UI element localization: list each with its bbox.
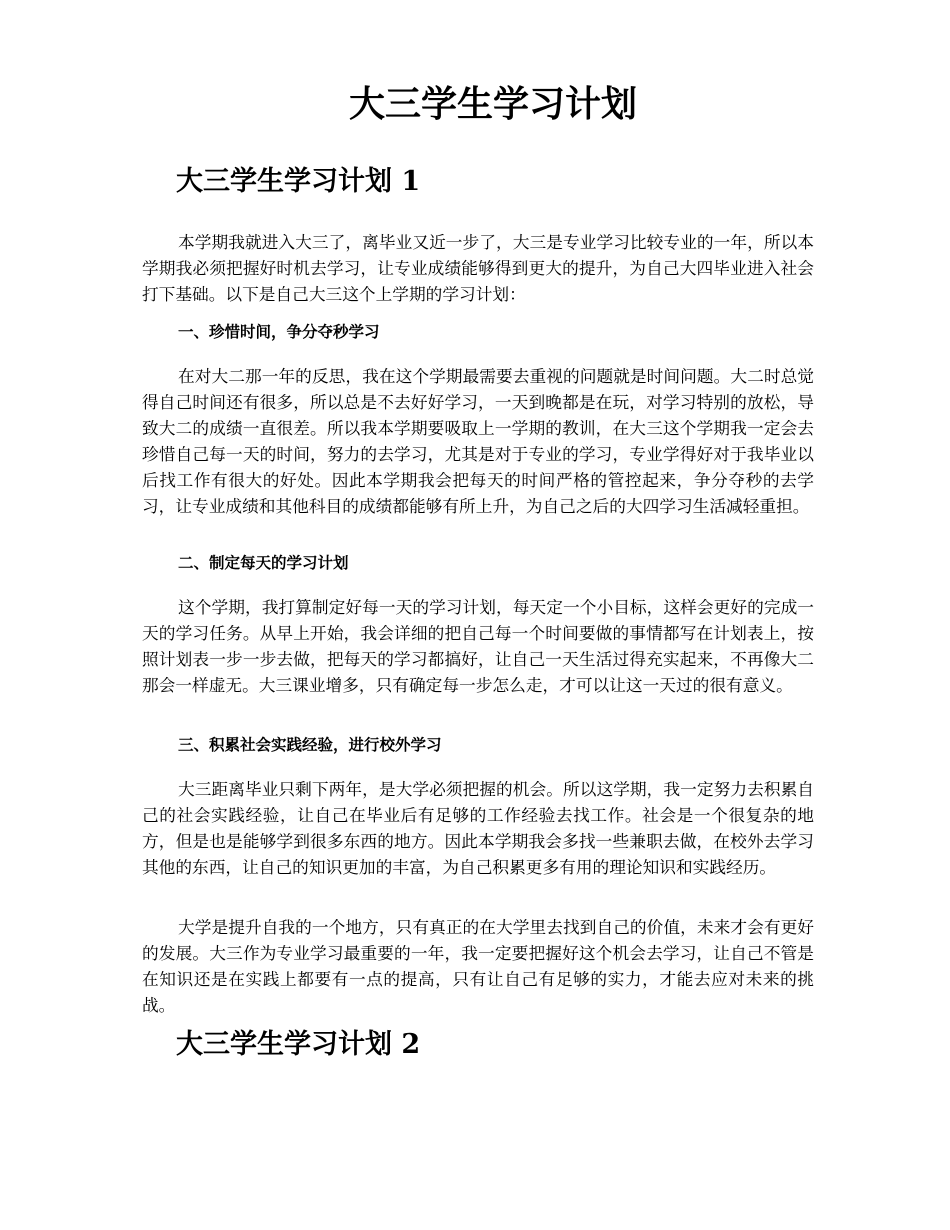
document-title: 大三学生学习计划 xyxy=(348,83,637,125)
point-paragraph-1: 在对大二那一年的反思，我在这个学期最需要去重视的问题就是时间问题。大二时总觉得自己时间还有很多，所以总是不去好好学习，一天到晚都是在玩，对学习特别的放松，导致大二的成绩一直很差。所以我本学期要吸取上一学期的教训，在大三这个学期我一定会去珍惜自己每一天的时间，努力的去学习，尤其是对于专业的学习，专业学得好对于我毕业以后找工作有很大的好处。因此本学期我会把每天的时间严格的管控起来，争分夺秒的去学习，让专业成绩和其他科目的成绩都能够有所上升，为自己之后的大四学习生活减轻重担。 xyxy=(142,366,814,516)
section-heading-2: 大三学生学习计划 2 xyxy=(176,1029,421,1060)
conclusion-paragraph: 大学是提升自我的一个地方，只有真正的在大学里去找到自己的价值，未来才会有更好的发展。大三作为专业学习最重要的一年，我一定要把握好这个机会去学习，让自己不管是在知识还是在实践上都要有一点的提高，只有让自己有足够的实力，才能去应对未来的挑战。 xyxy=(142,917,814,1015)
point-paragraph-3: 大三距离毕业只剩下两年，是大学必须把握的机会。所以这学期，我一定努力去积累自己的社会实践经验，让自己在毕业后有足够的工作经验去找工作。社会是一个很复杂的地方，但是也是能够学到很多东西的地方。因此本学期我会多找一些兼职去做，在校外去学习其他的东西，让自己的知识更加的丰富，为自己积累更多有用的理论知识和实践经历。 xyxy=(142,779,814,877)
point-heading-2: 二、制定每天的学习计划 xyxy=(178,554,349,572)
point-heading-1: 一、珍惜时间，争分夺秒学习 xyxy=(178,323,380,341)
section-heading-1: 大三学生学习计划 1 xyxy=(176,166,421,197)
intro-paragraph: 本学期我就进入大三了，离毕业又近一步了，大三是专业学习比较专业的一年，所以本学期我必须把握好时机去学习，让专业成绩能够得到更大的提升，为自己大四毕业进入社会打下基础。以下是自己大三这个上学期的学习计划： xyxy=(142,232,814,304)
point-paragraph-2: 这个学期，我打算制定好每一天的学习计划，每天定一个小目标，这样会更好的完成一天的学习任务。从早上开始，我会详细的把自己每一个时间要做的事情都写在计划表上，按照计划表一步一步去做，把每天的学习都搞好，让自己一天生活过得充实起来，不再像大二那会一样虚无。大三课业增多，只有确定每一步怎么走，才可以让这一天过的很有意义。 xyxy=(142,597,814,695)
point-heading-3: 三、积累社会实践经验，进行校外学习 xyxy=(178,736,442,754)
